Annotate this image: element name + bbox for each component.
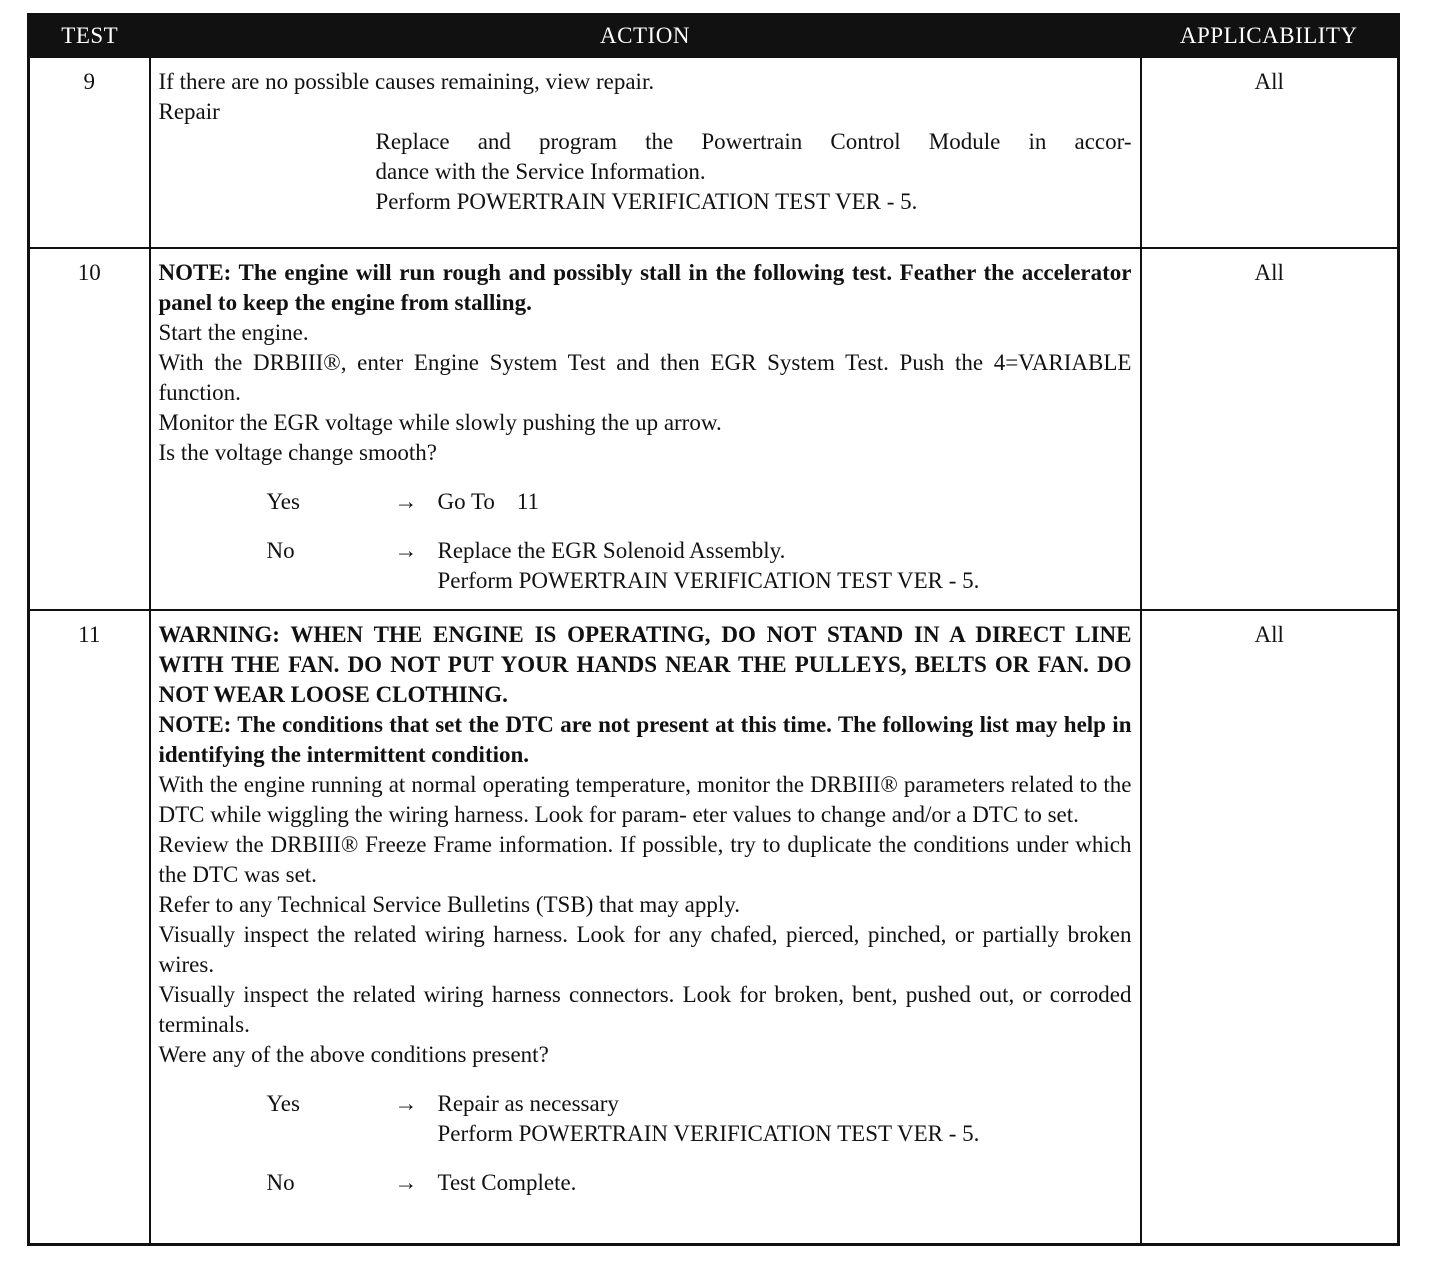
action-line: Monitor the EGR voltage while slowly pushing the up arrow.: [158, 410, 722, 435]
action-line: With the engine running at normal operating temperature, monitor the DRBIII® parameters related to the DTC while wiggling the wiring harness. Look for param- eter values to change and/or a DTC to set.: [158, 772, 1132, 827]
answer-label: No: [266, 1170, 295, 1195]
repair-body: [376, 127, 1132, 217]
answer-result-line2: Perform POWERTRAIN VERIFICATION TEST VER - 5.: [437, 1121, 980, 1146]
table-row: [29, 248, 1399, 610]
header-action: ACTION: [150, 15, 1141, 58]
repair-line: Perform POWERTRAIN VERIFICATION TEST VER - 5.: [375, 189, 918, 214]
answer-no: [267, 1168, 1117, 1198]
action-line: Refer to any Technical Service Bulletins (TSB) that may apply.: [158, 892, 741, 917]
arrow-icon: →: [394, 489, 418, 514]
arrow-icon: →: [394, 538, 418, 563]
test-number: 9: [29, 57, 150, 248]
test-number: 10: [29, 248, 150, 610]
action-line: Visually inspect the related wiring harness connectors. Look for broken, bent, pushed out, or corroded terminals.: [158, 982, 1132, 1037]
applicability-cell: All: [1141, 610, 1399, 1244]
repair-label: Repair: [158, 99, 220, 124]
arrow-icon: →: [394, 1170, 418, 1195]
answer-result: [438, 487, 1117, 517]
header-applicability: APPLICABILITY: [1141, 15, 1399, 58]
answer-result: Replace the EGR Solenoid Assembly.: [437, 538, 786, 563]
action-line: With the DRBIII®, enter Engine System Test and then EGR System Test. Push the 4=VARIABLE function.: [158, 350, 1132, 405]
note-text: NOTE: The conditions that set the DTC are not present at this time. The following list may help in identifying the intermittent condition.: [158, 712, 1132, 767]
goto-text: Go To: [437, 489, 495, 514]
action-cell: [150, 610, 1141, 1244]
action-line: Visually inspect the related wiring harness. Look for any chafed, pierced, pinched, or partially broken wires.: [158, 922, 1132, 977]
action-line: Is the voltage change smooth?: [158, 440, 437, 465]
answer-result: Test Complete.: [437, 1170, 577, 1195]
answer-no: [267, 536, 1117, 596]
action-cell: [150, 248, 1141, 610]
goto-target-link[interactable]: 11: [516, 489, 540, 514]
action-intro: If there are no possible causes remaining, view repair.: [158, 69, 655, 94]
action-line: Were any of the above conditions present?: [158, 1042, 549, 1067]
action-line: Start the engine.: [158, 320, 309, 345]
note-text: NOTE: The engine will run rough and possibly stall in the following test. Feather the accelerator panel to keep the engine from stalling.: [158, 260, 1132, 315]
table-row: [29, 57, 1399, 248]
header-test: TEST: [29, 15, 150, 58]
table-header-row: [29, 15, 1399, 58]
repair-line: dance with the Service Information.: [375, 159, 706, 184]
applicability-cell: All: [1141, 248, 1399, 610]
applicability-cell: All: [1141, 57, 1399, 248]
action-cell: [150, 57, 1141, 248]
answer-label: Yes: [266, 489, 300, 514]
repair-line: Replace and program the Powertrain Control Module in accor-: [375, 129, 1132, 154]
test-number: 11: [29, 610, 150, 1244]
warning-text: WARNING: WHEN THE ENGINE IS OPERATING, DO NOT STAND IN A DIRECT LINE WITH THE FAN. DO NOT PUT YOUR HANDS NEAR THE PULLEYS, BELTS OR FAN. DO NOT WEAR LOOSE CLOTHING.: [158, 622, 1132, 707]
answer-yes: [267, 1089, 1117, 1149]
answer-result-line2: Perform POWERTRAIN VERIFICATION TEST VER - 5.: [437, 568, 980, 593]
answer-label: Yes: [266, 1091, 300, 1116]
answer-yes: [267, 487, 1117, 517]
answer-result: Repair as necessary: [437, 1091, 619, 1116]
table-row: [29, 610, 1399, 1244]
arrow-icon: →: [394, 1091, 418, 1116]
diagnostic-table: [27, 13, 1400, 1246]
action-line: Review the DRBIII® Freeze Frame information. If possible, try to duplicate the conditions under which the DTC was set.: [158, 832, 1132, 887]
answer-label: No: [266, 538, 295, 563]
